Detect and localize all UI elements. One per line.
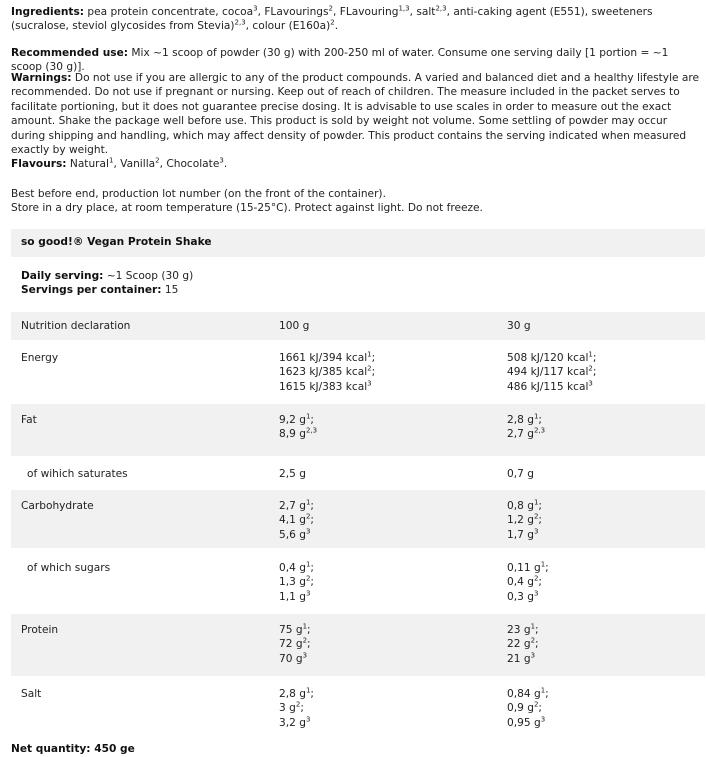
value-line: 1623 kJ/385 kcal$^2$;	[279, 364, 376, 379]
table-row	[11, 614, 705, 676]
value-line: 2,7 $g^{2,3}$	[507, 426, 546, 441]
nutrient-name: Carbohydrate	[21, 500, 94, 512]
value-per-100g	[279, 413, 317, 442]
value-per-30g	[507, 623, 539, 666]
table-row	[11, 678, 705, 738]
value-line: 0,95 $g^3$	[507, 715, 546, 729]
flavours-text: Natural$^1$, Vanilla$^2$, Chocolate$^3$.	[69, 156, 228, 170]
value-line: 494 kJ/117 kcal$^2$;	[507, 364, 597, 379]
value-line: 23 $g^1$;	[507, 622, 539, 636]
flavours-paragraph	[11, 157, 701, 171]
warnings-label: Warnings:	[11, 72, 72, 84]
value-line: 0,3 $g^3$	[507, 589, 539, 603]
value-line: 0,9 $g^2$;	[507, 700, 542, 715]
value-line: 3 $g^2$;	[279, 700, 304, 715]
servings-per-container-value: 15	[164, 284, 179, 296]
servings-per-container-label: Servings per container:	[21, 284, 162, 296]
daily-serving-value: ~1 Scoop (30 g)	[106, 270, 194, 282]
value-line: 0,7 g	[507, 468, 534, 480]
warnings-paragraph	[11, 71, 701, 157]
value-line: 72 $g^2$;	[279, 636, 311, 651]
nutrient-name: Fat	[21, 414, 37, 426]
product-name-band	[11, 229, 705, 257]
warnings-text: Do not use if you are allergic to any of the product compounds. A varied and balanced diet and a healthy lifestyle are recommended. Do not use if pregnant or nursing. Keep out of reach of children. The measure included in the packet serves to facilitate portioning, but it does not guarantee precise dosing. It is advisable to use scales in order to measure out the exact amount. Shake the package well before use. This product is sold by weight not volume. Some settling of powder may occur during shipping and handling, which may affect density of powder. This product contains the serving indicated when measured exactly by weight.	[11, 72, 700, 157]
ingredients-paragraph	[11, 5, 701, 34]
value-line: 1,2 $g^2$;	[507, 512, 542, 527]
nutrition-table-header	[11, 312, 705, 340]
recommended-use-label: Recommended use:	[11, 47, 129, 59]
value-line: 2,8 $g^1$;	[279, 686, 314, 700]
table-row	[11, 552, 705, 612]
value-line: 0,8 $g^1$;	[507, 498, 542, 512]
value-per-30g	[507, 561, 549, 604]
table-row	[11, 490, 705, 548]
value-line: 1,1 $g^3$	[279, 589, 311, 603]
value-line: 9,2 $g^1$;	[279, 412, 314, 426]
value-line: 5,6 $g^3$	[279, 527, 311, 541]
value-per-100g	[279, 467, 306, 481]
value-line: 75 $g^1$;	[279, 622, 311, 636]
value-line: 22 $g^2$;	[507, 636, 539, 651]
nutrient-name: Salt	[21, 688, 42, 700]
best-before-text: Best before end, production lot number (on the front of the container).	[11, 188, 386, 200]
value-per-100g	[279, 561, 314, 604]
value-line: 2,5 g	[279, 468, 306, 480]
header-per-30g: 30 g	[507, 320, 531, 332]
value-line: 70 $g^3$	[279, 651, 308, 665]
value-line: 1,7 $g^3$	[507, 527, 539, 541]
value-line: 2,7 $g^1$;	[279, 498, 314, 512]
value-line: 0,4 $g^1$;	[279, 560, 314, 574]
value-line: 4,1 $g^2$;	[279, 512, 314, 527]
header-per-100g: 100 g	[279, 320, 310, 332]
table-row	[11, 458, 705, 488]
product-name: so good!® Vegan Protein Shake	[21, 236, 212, 248]
value-line: 2,8 $g^1$;	[507, 412, 542, 426]
recommended-use-text: Mix ~1 scoop of powder (30 g) with 200-250 ml of water. Consume one serving daily [1 portion = ~1 scoop (30 g)].	[11, 47, 669, 74]
value-per-30g	[507, 413, 545, 442]
header-nutrition-declaration: Nutrition declaration	[21, 320, 131, 332]
daily-serving-label: Daily serving:	[21, 270, 104, 282]
value-line: 0,84 $g^1$;	[507, 686, 549, 700]
value-line: 21 $g^3$	[507, 651, 536, 665]
value-per-30g	[507, 499, 542, 542]
flavours-label: Flavours:	[11, 158, 67, 170]
value-line: 1615 kJ/383 kcal$^3$	[279, 379, 372, 393]
table-row	[11, 404, 705, 456]
value-line: 508 kJ/120 kcal$^1$;	[507, 350, 597, 364]
net-quantity	[11, 742, 701, 756]
value-per-30g	[507, 467, 534, 481]
value-line: 486 kJ/115 kcal$^3$	[507, 379, 593, 393]
value-line: 1661 kJ/394 kcal$^1$;	[279, 350, 376, 364]
nutrient-name: Energy	[21, 352, 59, 364]
nutrient-name: Protein	[21, 624, 59, 636]
value-line: 8,9 $g^{2,3}$	[279, 426, 318, 441]
value-per-100g	[279, 351, 375, 394]
ingredients-label: Ingredients:	[11, 6, 85, 18]
daily-serving	[21, 269, 193, 283]
ingredients-text: pea protein concentrate, cocoa$^3$, FLavourings$^2$, FLavouring$^{1,3}$, salt$^{2,3}$, anti-caking agent (E551), sweeteners (sucralose, steviol glycosides from Stevia)$^{2,3}$, colour $(E160a)^2$.	[11, 4, 653, 33]
value-per-30g	[507, 687, 549, 730]
net-quantity-text: Net quantity: 450 ge	[11, 743, 135, 755]
storage-paragraph	[11, 187, 701, 216]
table-row	[11, 342, 705, 402]
serving-info	[11, 269, 705, 301]
nutrient-name: of which sugars	[27, 562, 111, 574]
nutrient-name: of wihich saturates	[27, 468, 128, 480]
value-line: 1,3 $g^2$;	[279, 574, 314, 589]
servings-per-container	[21, 283, 178, 297]
value-per-100g	[279, 687, 314, 730]
value-line: 3,2 $g^3$	[279, 715, 311, 729]
value-per-100g	[279, 499, 314, 542]
storage-text: Store in a dry place, at room temperature (15-25°C). Protect against light. Do not freeze.	[11, 202, 483, 215]
value-line: 0,4 $g^2$;	[507, 574, 542, 589]
value-per-30g	[507, 351, 596, 394]
value-per-100g	[279, 623, 311, 666]
value-line: 0,11 $g^1$;	[507, 560, 549, 574]
